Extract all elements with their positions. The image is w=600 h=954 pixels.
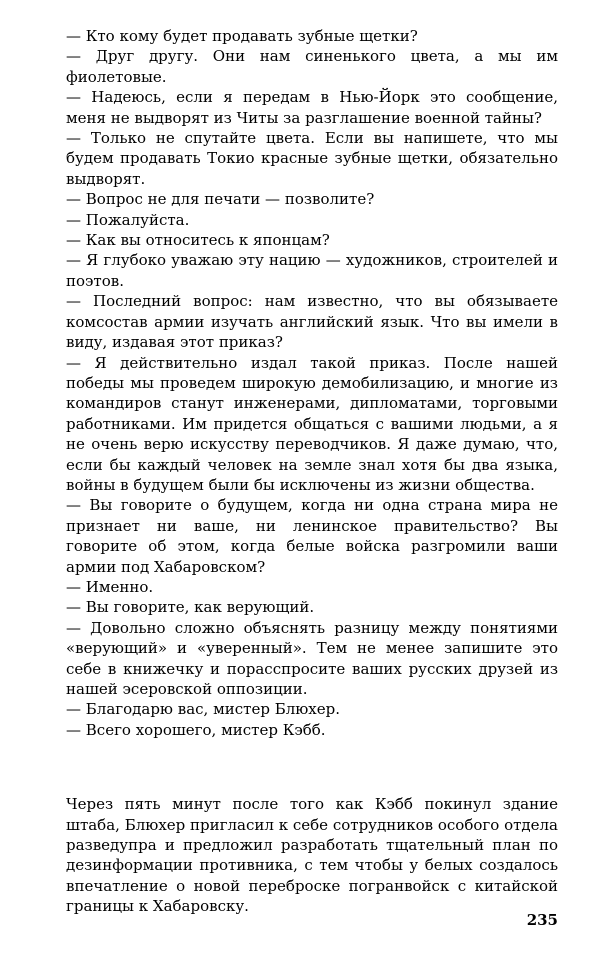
page-number: 235 bbox=[526, 911, 558, 929]
dialogue-line: — Именно. bbox=[66, 577, 154, 596]
dialogue-line: — Друг другу. Они нам синенького цвета, а мы им фиолетовые. bbox=[66, 47, 558, 86]
dialogue-line: — Довольно сложно объяснять разницу между понятиями «верующий» и «уверенный». Тем не менее запишите это себе в книжечку и порасспросите ваших русских друзей из нашей эсеровской оппозиции. bbox=[66, 618, 558, 698]
dialogue-line: — Вопрос не для печати — позволите? bbox=[66, 190, 375, 209]
dialogue-line: — Всего хорошего, мистер Кэбб. bbox=[66, 720, 326, 739]
dialogue-line: — Только не спутайте цвета. Если вы напишете, что мы будем продавать Токио красные зубные щетки, обязательно выдворят. bbox=[66, 129, 558, 188]
dialogue-line: — Я действительно издал такой приказ. После нашей победы мы проведем широкую демобилизацию, и многие из командиров станут инженерами, дипломатами, торговыми работниками. Им придется общаться с вашими людьми, а я не очень верю искусству переводчиков. Я даже думаю, что, если бы каждый человек на земле знал хотя бы два языка, войны в будущем были бы исключены из жизни общества. bbox=[66, 353, 558, 494]
dialogue-line: — Последний вопрос: нам известно, что вы обязываете комсостав армии изучать английский язык. Что вы имели в виду, издавая этот приказ? bbox=[66, 292, 558, 352]
dialogue-line: — Надеюсь, если я передам в Нью-Йорк это сообщение, меня не выдворят из Читы за разглашение военной тайны? bbox=[66, 88, 558, 127]
dialogue-line: — Кто кому будет продавать зубные щетки? bbox=[66, 27, 418, 45]
dialogue-line: — Благодарю вас, мистер Блюхер. bbox=[66, 700, 341, 719]
dialogue-line: — Вы говорите о будущем, когда ни одна страна мира не признает ни ваше, ни ленинское правительство? Вы говорите об этом, когда белые войска разгромили ваши армии под Хабаровском? bbox=[66, 496, 558, 576]
narrative-paragraph: Через пять минут после того как Кэбб покинул здание штаба, Блюхер пригласил к себе сотрудников особого отдела разведупра и предложил разработать тщательный план по дезинформации противника, с тем чтобы у белых создалось впечатление о новой переброске погранвойск с китайской границы к Хабаровску. bbox=[66, 795, 558, 916]
dialogue-line: — Как вы относитесь к японцам? bbox=[66, 231, 330, 250]
dialogue-line: — Я глубоко уважаю эту нацию — художников, строителей и поэтов. bbox=[66, 251, 558, 290]
dialogue-line: — Пожалуйста. bbox=[66, 210, 190, 229]
page-text bbox=[66, 26, 558, 917]
section-gap bbox=[66, 740, 558, 794]
dialogue-line: — Вы говорите, как верующий. bbox=[66, 598, 315, 617]
